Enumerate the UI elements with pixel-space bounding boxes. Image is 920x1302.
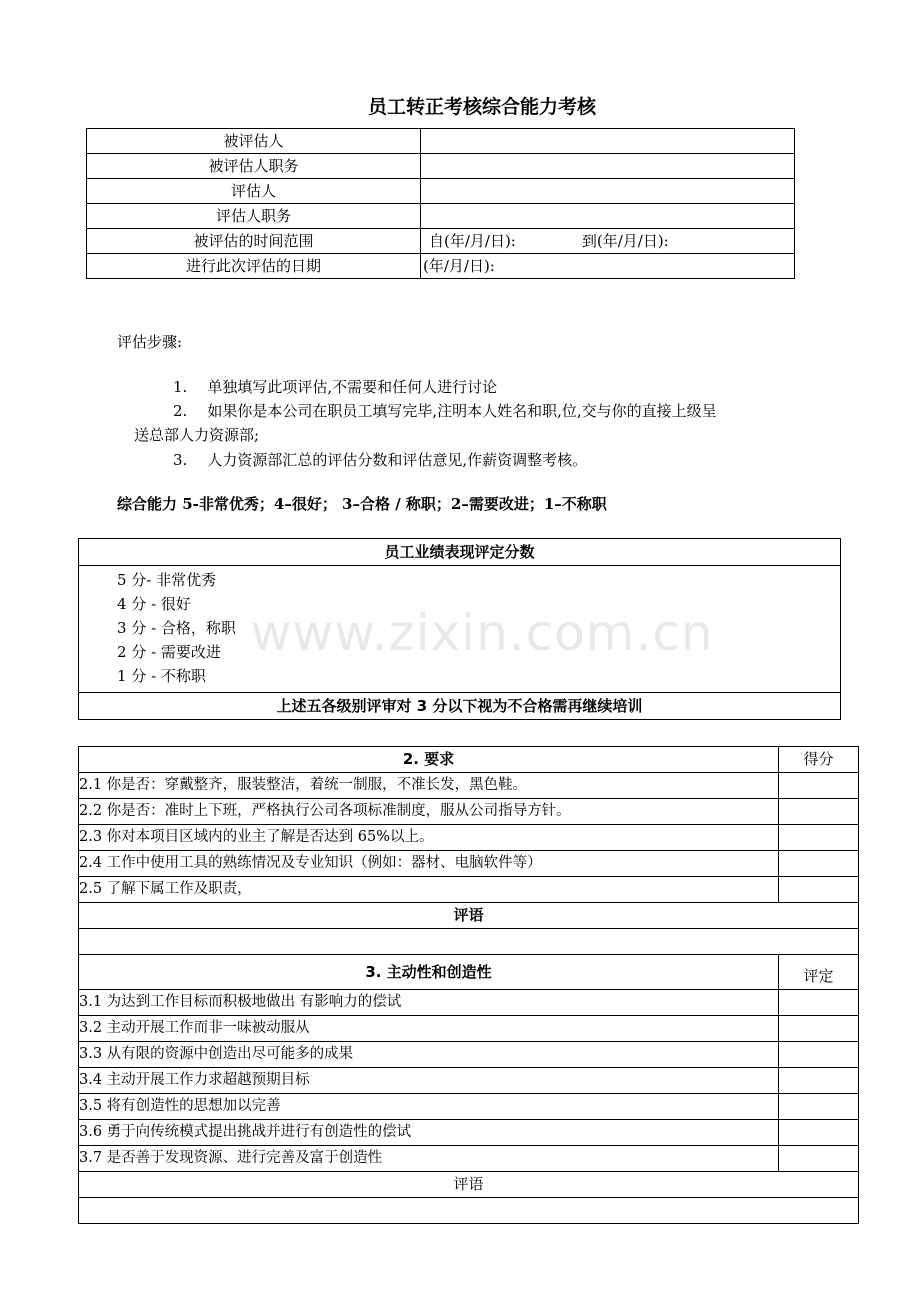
rating-cell[interactable] [779, 990, 859, 1016]
table-row [79, 990, 859, 1016]
score-level: 2 分 - 需要改进 [117, 643, 221, 661]
rating-column-header: 评定 [779, 955, 859, 990]
rating-cell[interactable] [779, 1068, 859, 1094]
requirement-item: 2.1 你是否：穿戴整齐，服装整洁，着统一制服，不准长发，黑色鞋。 [79, 773, 779, 799]
score-level: 4 分 - 很好 [117, 595, 191, 613]
comment-label: 评语 [79, 1172, 859, 1198]
to-date-label: 到(年/月/日): [581, 231, 669, 250]
score-level: 1 分 - 不称职 [117, 667, 206, 685]
info-label: 被评估人 [87, 129, 421, 154]
table-row [79, 1016, 859, 1042]
step-number: 2. [173, 402, 188, 420]
comment-label: 评语 [79, 903, 859, 929]
section2-comment-row [79, 929, 859, 955]
initiative-item: 3.4 主动开展工作力求超越预期目标 [79, 1068, 779, 1094]
requirement-item: 2.4 工作中使用工具的熟练情况及专业知识（例如：器材、电脑软件等） [79, 851, 779, 877]
info-row-eval-date [87, 254, 795, 279]
score-cell[interactable] [779, 799, 859, 825]
requirement-item: 2.3 你对本项目区域内的业主了解是否达到 65%以上。 [79, 825, 779, 851]
comment-field[interactable] [79, 929, 859, 955]
info-row-time-range [87, 229, 795, 254]
score-cell[interactable] [779, 877, 859, 903]
table-row [79, 1068, 859, 1094]
info-row-evaluatee-position [87, 154, 795, 179]
table-row [79, 1120, 859, 1146]
info-value-field[interactable]: (年/月/日): [421, 254, 795, 279]
from-date-label: 自(年/月/日): [429, 231, 516, 250]
step-number: 1. [173, 378, 188, 396]
evaluation-info-table [86, 128, 795, 279]
document-title: 员工转正考核综合能力考核 [367, 96, 596, 118]
score-cell[interactable] [779, 773, 859, 799]
info-row-evaluator [87, 179, 795, 204]
steps-heading: 评估步骤: [117, 333, 183, 351]
table-row [79, 877, 859, 903]
section3-comment-row [79, 1198, 859, 1224]
table-row [79, 1094, 859, 1120]
rating-scale-summary: 综合能力 5-非常优秀；4–很好； 3–合格 / 称职；2–需要改进；1–不称职 [117, 495, 607, 513]
score-level: 5 分- 非常优秀 [117, 571, 217, 589]
step-2-continuation: 送总部人力资源部; [134, 426, 260, 444]
step-3 [173, 449, 587, 470]
rating-cell[interactable] [779, 1146, 859, 1172]
initiative-item: 3.2 主动开展工作而非一味被动服从 [79, 1016, 779, 1042]
rating-cell[interactable] [779, 1094, 859, 1120]
section3-header-row [79, 955, 859, 990]
step-1 [173, 376, 497, 397]
initiative-item: 3.1 为达到工作目标而积极地做出 有影响力的偿试 [79, 990, 779, 1016]
step-number: 3. [173, 451, 188, 469]
section2-header: 2. 要求 [79, 747, 779, 773]
assessment-table [78, 746, 859, 1224]
step-2 [173, 400, 717, 421]
info-value-field[interactable] [421, 154, 795, 179]
initiative-item: 3.3 从有限的资源中创造出尽可能多的成果 [79, 1042, 779, 1068]
info-value-field[interactable] [421, 179, 795, 204]
info-label: 评估人职务 [87, 204, 421, 229]
score-box-header: 员工业绩表现评定分数 [79, 539, 840, 566]
info-label: 评估人 [87, 179, 421, 204]
score-cell[interactable] [779, 851, 859, 877]
info-label: 被评估的时间范围 [87, 229, 421, 254]
score-cell[interactable] [779, 825, 859, 851]
info-value-field[interactable] [421, 204, 795, 229]
rating-cell[interactable] [779, 1042, 859, 1068]
table-row [79, 1042, 859, 1068]
info-label: 被评估人职务 [87, 154, 421, 179]
section3-header: 3. 主动性和创造性 [79, 955, 779, 990]
info-row-evaluator-position [87, 204, 795, 229]
info-value-field[interactable] [421, 229, 795, 254]
table-row [79, 773, 859, 799]
requirement-item: 2.5 了解下属工作及职责， [79, 877, 779, 903]
section2-header-row [79, 747, 859, 773]
table-row [79, 799, 859, 825]
initiative-item: 3.7 是否善于发现资源、进行完善及富于创造性 [79, 1146, 779, 1172]
score-box-footer: 上述五各级别评审对 3 分以下视为不合格需再继续培训 [79, 692, 840, 719]
section3-comment-label-row [79, 1172, 859, 1198]
section2-comment-label-row [79, 903, 859, 929]
step-text: 人力资源部汇总的评估分数和评估意见,作薪资调整考核。 [207, 451, 588, 469]
initiative-item: 3.5 将有创造性的思想加以完善 [79, 1094, 779, 1120]
initiative-item: 3.6 勇于向传统模式提出挑战并进行有创造性的偿试 [79, 1120, 779, 1146]
info-value-field[interactable] [421, 129, 795, 154]
score-column-header: 得分 [779, 747, 859, 773]
step-text: 单独填写此项评估,不需要和任何人进行讨论 [207, 378, 498, 396]
score-level: 3 分 - 合格，称职 [117, 619, 236, 637]
rating-cell[interactable] [779, 1016, 859, 1042]
requirement-item: 2.2 你是否：准时上下班，严格执行公司各项标准制度，服从公司指导方针。 [79, 799, 779, 825]
rating-cell[interactable] [779, 1120, 859, 1146]
comment-field[interactable] [79, 1198, 859, 1224]
table-row [79, 1146, 859, 1172]
info-label: 进行此次评估的日期 [87, 254, 421, 279]
table-row [79, 851, 859, 877]
info-row-evaluatee [87, 129, 795, 154]
step-text: 如果你是本公司在职员工填写完毕,注明本人姓名和职,位,交与你的直接上级呈 [207, 402, 717, 420]
watermark: www.zixin.com.cn [250, 604, 714, 662]
table-row [79, 825, 859, 851]
